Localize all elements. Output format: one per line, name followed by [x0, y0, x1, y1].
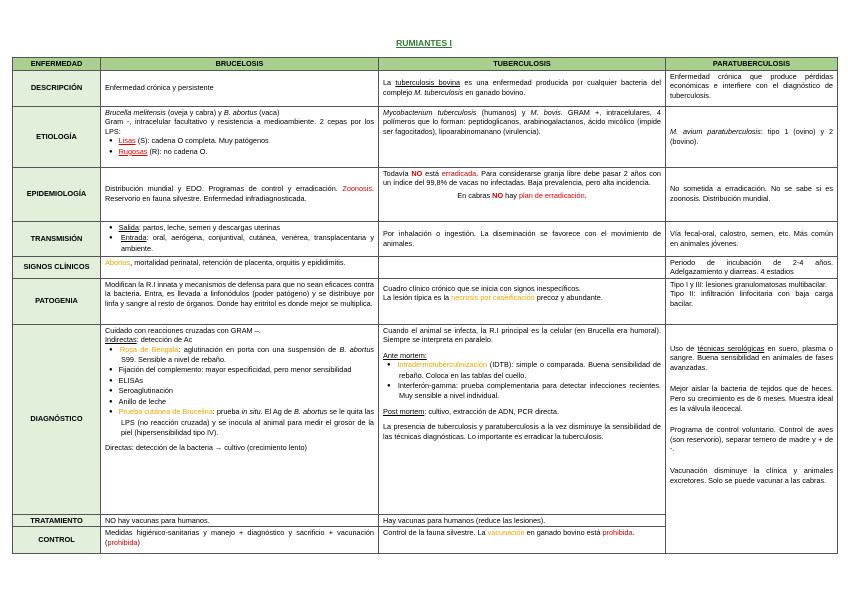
- text: (vaca): [257, 107, 280, 117]
- text: (oveja y cabra) y: [165, 107, 224, 117]
- list-item: [118, 407, 374, 437]
- text: Seroaglutinación: [118, 386, 173, 396]
- text-italic: M. avium paratuberculosis: [670, 126, 761, 136]
- row-etiologia: [13, 106, 838, 167]
- cell-epidemiologia-brucelosis: [101, 167, 379, 221]
- label-diagnostico: DIAGNÓSTICO: [13, 324, 101, 514]
- label-patogenia: PATOGENIA: [13, 278, 101, 324]
- cell-descripcion-paratuberculosis: [666, 70, 838, 106]
- text: (S): cadena O completa. Muy patógenos: [135, 136, 269, 146]
- page-title: RUMIANTES I: [396, 38, 452, 48]
- list-item: [118, 386, 374, 397]
- list-item: [118, 222, 374, 234]
- text-red: Lisas: [118, 136, 136, 146]
- text: es una enfermedad producida por cualquier bacteria del complejo: [383, 78, 661, 97]
- line: [383, 407, 661, 417]
- text-italic: B. abortus: [294, 407, 328, 417]
- text: Gram -, intracelular facultativo y resistencia a medioambiente. 2 cepas por los LPS:: [105, 117, 374, 136]
- cell-patogenia-brucelosis: [101, 278, 379, 324]
- cell-tratamiento-brucelosis: [101, 514, 379, 527]
- cell-control-tuberculosis: [379, 527, 666, 554]
- text: No sometida a erradicación. No se sabe si es zoonosis. Distribución mundial.: [670, 184, 833, 203]
- list-item: [121, 233, 374, 253]
- text-underlined: Post mortem: [383, 406, 425, 416]
- list: [105, 223, 374, 254]
- text: precoz y abundante.: [534, 293, 603, 303]
- text: . Reservorio en fauna silvestre. Enfermedad infradiagnosticada.: [105, 184, 374, 203]
- text-orange: vacunación: [487, 528, 525, 538]
- cell-transmision-tuberculosis: [379, 221, 666, 256]
- text-underlined: tuberculosis bovina: [395, 78, 461, 88]
- text: Enfermedad crónica que produce pérdidas económicas e interfiere con el diagnóstico de tuberculosis.: [670, 71, 833, 100]
- list-item: [118, 365, 374, 376]
- text: : partos, leche, semen y descargas uterinas: [138, 222, 281, 232]
- header-tuberculosis: TUBERCULOSIS: [379, 58, 666, 71]
- text: . El Ag de: [260, 407, 295, 417]
- text-red: NO: [492, 190, 504, 200]
- text: S99. Sensible a nivel de rebaño.: [121, 355, 227, 365]
- header-enfermedad: ENFERMEDAD: [13, 58, 101, 71]
- cell-epidemiologia-paratuberculosis: [666, 167, 838, 221]
- text-underlined: Salida: [118, 222, 139, 232]
- text-orange: Rosa de Bengala: [119, 344, 179, 354]
- cell-signos-tuberculosis: [379, 256, 666, 278]
- line: Tipo I y III: lesiones granulomatosas multibacilar.: [670, 279, 828, 289]
- line: Programa de control voluntario. Control de aves (son reservorio), separar ternero de madre y + de -.: [670, 425, 833, 454]
- text-orange: necrosis por caseificación: [451, 293, 535, 303]
- text: Vía fecal-oral, calostro, semen, etc. Más común en animales jóvenes.: [670, 228, 833, 248]
- text: Uso de: [670, 343, 698, 353]
- cell-diagnostico-paratuberculosis: [666, 324, 838, 554]
- line: [670, 344, 833, 373]
- text: se le quita las LPS (no reacción cruzada) y se inocula al animal para medir el grosor de la piel (hipersensibilidad tipo IV).: [121, 407, 374, 437]
- text-underlined: técnicas serológicas: [697, 343, 765, 353]
- line: La presencia de tuberculosis y paratuberculosis a la vez disminuye la sensibilidad de las técnicas diagnósticas. Lo importante es erradicar la tuberculosis.: [383, 422, 661, 442]
- text: Medidas higiénico-sanitarias y manejo + diagnóstico y sacrificio + vacunación (: [105, 528, 374, 547]
- text-italic: Brucella melitensis: [105, 107, 166, 117]
- spacer: [670, 326, 833, 344]
- list-item: [118, 136, 374, 147]
- line-underlined: Ante mortem:: [383, 350, 427, 360]
- label-epidemiologia: EPIDEMIOLOGÍA: [13, 167, 101, 221]
- text: hay: [503, 190, 519, 200]
- text: ELISAs: [118, 375, 143, 385]
- header-brucelosis: BRUCELOSIS: [101, 58, 379, 71]
- list: [105, 136, 374, 157]
- text: . GRAM +, intracelulares, 4 polímeros que lo forman: peptidoglicanos, arabinogalactanos, ácido micólico (impide ser fagocitados), lipoarabinomanano (virulencia).: [383, 107, 661, 136]
- text: está: [422, 168, 442, 178]
- text: en ganado bovino está: [524, 528, 603, 538]
- label-etiologia: ETIOLOGÍA: [13, 106, 101, 167]
- cell-patogenia-paratuberculosis: [666, 278, 838, 324]
- cell-diagnostico-tuberculosis: [379, 324, 666, 514]
- row-epidemiologia: [13, 167, 838, 221]
- text-italic: in situ: [241, 407, 261, 417]
- header-row: [13, 58, 838, 71]
- text-underlined: Entrada: [120, 233, 147, 243]
- line: Vacunación disminuye la clínica y animales excretores. Solo se puede vacunar a las cabras.: [670, 466, 833, 485]
- line: Cuadro clínico crónico que se inicia con signos inespecíficos.: [383, 283, 581, 293]
- text-italic: M. tuberculosis: [414, 88, 464, 97]
- text-italic: M. bovis: [530, 107, 561, 117]
- list: [383, 360, 661, 400]
- text: NO hay vacunas para humanos.: [105, 515, 210, 525]
- text-red: plan de erradicación: [518, 190, 585, 200]
- text: En cabras: [457, 190, 493, 200]
- text: : oral, aerógena, conjuntival, cutánea, venérea, transplacentaria y ambiente.: [121, 233, 374, 253]
- text-orange: Prueba cutánea de Brucelina: [118, 407, 213, 417]
- comparison-table: [12, 57, 838, 554]
- cell-diagnostico-brucelosis: [101, 324, 379, 514]
- list-item: [121, 345, 374, 365]
- text: Modifican la R.I innata y mecanismos de defensa para que no sean eficaces contra la bacteria. Entra, es llevada a linfonódulos (poder patógeno) y se distribuye por linfa y sangre al resto de órganos. Donde hay eritritol es donde mejor se multiplica.: [105, 279, 374, 308]
- text: : detección de Ac: [136, 335, 193, 345]
- text: : tipo 1 (ovino) y 2 (bovino).: [670, 126, 834, 146]
- text: , mortalidad perinatal, retención de placenta, orquitis y epididimitis.: [130, 257, 346, 267]
- text-orange: Abortos: [105, 257, 131, 267]
- text-red: NO: [411, 168, 423, 178]
- text-italic: B. abortus: [223, 107, 258, 117]
- text: Fijación del complemento: mayor especificidad, pero menor sensibilidad: [118, 365, 352, 375]
- list-item: [118, 375, 374, 387]
- text-italic: Mycobacterium tuberculosis: [383, 107, 477, 117]
- text-italic: B. abortus: [339, 344, 375, 354]
- cell-etiologia-paratuberculosis: [666, 106, 838, 167]
- text-red: Rugosas: [118, 146, 148, 156]
- cell-descripcion-tuberculosis: [379, 70, 666, 106]
- line: Tipo II: infiltración linfocitaria con baja carga bacilar.: [670, 289, 833, 308]
- cell-signos-brucelosis: [101, 256, 379, 278]
- text: (R): no cadena O.: [147, 146, 208, 156]
- line: Mejor aislar la bacteria de tejidos que de heces. Pero su crecimiento es de 6 meses. Muestra ideal es la válvula ileocecal.: [670, 384, 833, 413]
- text: La lesión típica es la: [383, 293, 452, 303]
- list-item: [399, 381, 661, 401]
- text: Anillo de leche: [118, 396, 167, 406]
- cell-descripcion-brucelosis: [101, 70, 379, 106]
- row-transmision: [13, 221, 838, 256]
- cell-etiologia-brucelosis: [101, 106, 379, 167]
- text: ): [137, 537, 140, 547]
- text: La: [383, 78, 396, 88]
- line: Cuidado con reacciones cruzadas con GRAM –.: [105, 325, 261, 335]
- text: en ganado bovino.: [463, 88, 526, 97]
- row-diagnostico: [13, 324, 838, 514]
- cell-control-brucelosis: [101, 527, 379, 554]
- row-descripcion: [13, 70, 838, 106]
- text: en suero, plasma o sangre. Buena sensibilidad en animales de fases avanzadas.: [670, 343, 833, 372]
- text-red: prohibida: [602, 528, 633, 538]
- text: (IDTB): simple o comparada. Buena sensibilidad de rebaño. Coloca en las tablas del cuello.: [399, 360, 661, 381]
- text-red: prohibida: [107, 537, 138, 547]
- label-tratamiento: TRATAMIENTO: [13, 514, 101, 527]
- text: Control de la fauna silvestre. La: [383, 528, 488, 538]
- text-orange: Intradermotuberculinización: [397, 360, 488, 370]
- text: Por inhalación o ingestión. La diseminación se favorece con el movimiento de animales.: [383, 228, 661, 248]
- list: [105, 345, 374, 437]
- text: Enfermedad crónica y persistente: [105, 83, 214, 93]
- cell-transmision-paratuberculosis: [666, 221, 838, 256]
- cell-etiologia-tuberculosis: [379, 106, 666, 167]
- text-red: erradicada: [441, 168, 477, 178]
- text: Todavía: [383, 168, 412, 178]
- line: [105, 335, 374, 345]
- cell-transmision-brucelosis: [101, 221, 379, 256]
- text-underlined: Indirectas: [105, 335, 137, 345]
- text: Interferón-gamma: prueba complementaria para detectar infecciones recientes. Muy sensible a nivel individual.: [397, 380, 662, 401]
- list-item: [118, 396, 374, 408]
- label-control: CONTROL: [13, 527, 101, 554]
- text: .: [632, 528, 635, 538]
- spacer: [670, 454, 833, 466]
- text: : prueba: [212, 407, 242, 417]
- row-signos-clinicos: [13, 256, 838, 278]
- line: [383, 191, 661, 201]
- text: : aglutinación en porta con una suspensión de: [178, 344, 340, 354]
- line: Directas: detección de la bacteria → cultivo (crecimiento lento): [105, 443, 307, 453]
- cell-patogenia-tuberculosis: [379, 278, 666, 324]
- spacer: [670, 413, 833, 425]
- text: . Para considerarse granja libre debe pasar 2 años con un índice del 99,8% de vacas no infectadas. Baja prevalencia, pero alta incidencia.: [383, 168, 661, 188]
- text: Periodo de incubación de 2-4 años. Adelgazamiento y diarreas. 4 estadios: [670, 257, 833, 277]
- text: Distribución mundial y EDO. Programas de control y erradicación.: [105, 184, 343, 194]
- cell-epidemiologia-tuberculosis: [379, 167, 666, 221]
- header-paratuberculosis: PARATUBERCULOSIS: [666, 58, 838, 71]
- list-item: [118, 146, 374, 158]
- spacer: [670, 372, 833, 384]
- label-transmision: TRANSMISIÓN: [13, 221, 101, 256]
- list-item: [399, 360, 661, 380]
- text: Hay vacunas para humanos (reduce las lesiones).: [383, 515, 546, 525]
- text: .: [584, 190, 587, 200]
- text: : cultivo, extracción de ADN, PCR directa.: [424, 406, 559, 416]
- label-signos-clinicos: SIGNOS CLÍNICOS: [13, 256, 101, 278]
- line: Cuando el animal se infecta, la R.I principal es la celular (en Brucella era humoral). Siempre se interpreta en paralelo.: [383, 325, 661, 345]
- text: (humanos) y: [476, 107, 531, 117]
- row-patogenia: [13, 278, 838, 324]
- cell-tratamiento-tuberculosis: [379, 514, 666, 527]
- cell-signos-paratuberculosis: [666, 256, 838, 278]
- text-red: Zoonosis: [342, 184, 372, 194]
- label-descripcion: DESCRIPCIÓN: [13, 70, 101, 106]
